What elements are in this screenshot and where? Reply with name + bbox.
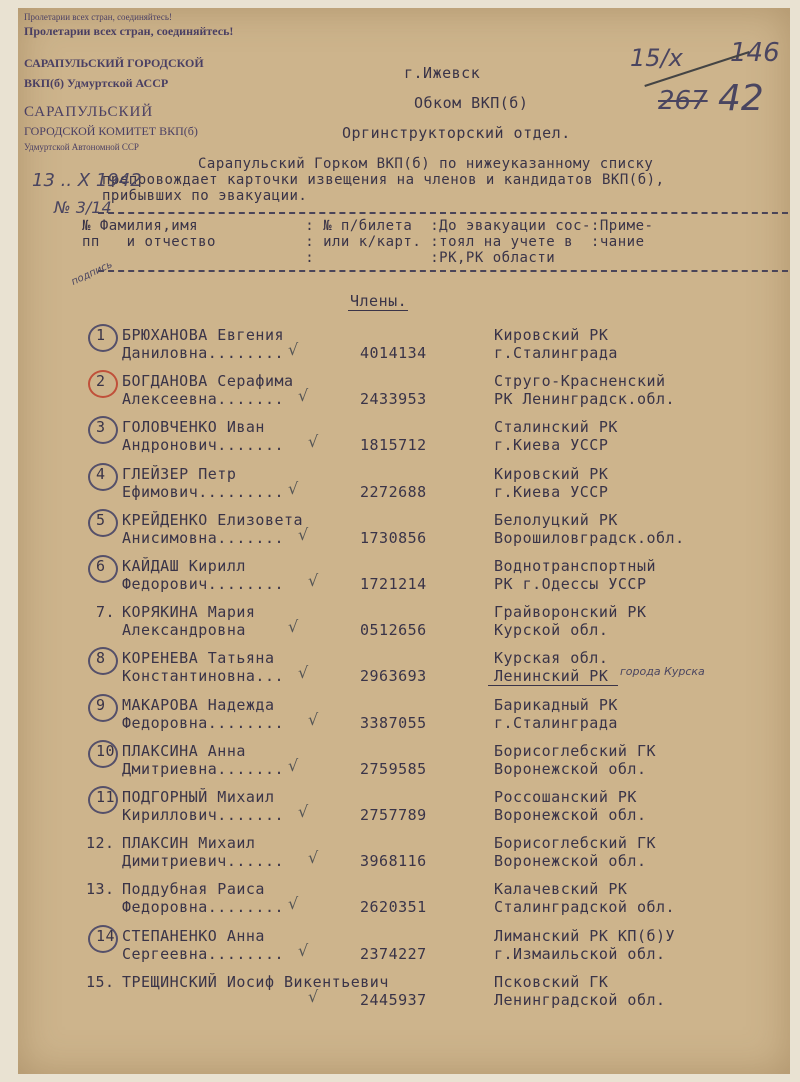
member-number: 3: [96, 418, 106, 436]
check-mark-icon: √: [308, 710, 319, 729]
member-card-number: 2272688: [360, 483, 427, 501]
column-header-line-2: пп и отчество : или к/карт. :тоял на учете в :чание: [82, 234, 645, 250]
member-surname: ПЛАКСИН Михаил: [122, 834, 256, 852]
handwritten-margin-note: подпись: [69, 259, 115, 288]
member-origin-line-2: РК Ленинградск.обл.: [494, 390, 676, 408]
table-top-rule: [98, 212, 788, 214]
member-surname: ПЛАКСИНА Анна: [122, 742, 246, 760]
handwritten-page-number: 146: [730, 38, 780, 68]
member-patronymic: Федорович........: [122, 575, 285, 593]
member-patronymic: Ефимович.........: [122, 483, 285, 501]
check-mark-icon: √: [308, 432, 319, 451]
check-mark-icon: √: [298, 663, 309, 682]
member-origin-line-2: г.Сталинграда: [494, 344, 618, 362]
member-origin-line-2: Ленинский РК: [494, 667, 609, 685]
member-origin-line-1: Грайворонский РК: [494, 603, 647, 621]
member-card-number: 2445937: [360, 991, 427, 1009]
stamp-org-4: ГОРОДСКОЙ КОМИТЕТ ВКП(б): [24, 124, 198, 138]
city: г.Ижевск: [404, 64, 481, 82]
member-patronymic: Алексеевна.......: [122, 390, 285, 408]
member-number: 5: [96, 511, 106, 529]
member-number: 10: [96, 742, 116, 760]
check-mark-icon: √: [288, 479, 299, 498]
member-origin-line-1: Борисоглебский ГК: [494, 742, 657, 760]
check-mark-icon: √: [308, 848, 319, 867]
member-card-number: 0512656: [360, 621, 427, 639]
member-surname: МАКАРОВА Надежда: [122, 696, 275, 714]
member-origin-line-2: г.Сталинграда: [494, 714, 618, 732]
check-mark-icon: √: [288, 340, 299, 359]
member-card-number: 2757789: [360, 806, 427, 824]
member-origin-line-1: Россошанский РК: [494, 788, 637, 806]
member-origin-line-1: Воднотранспортный: [494, 557, 657, 575]
handwritten-struck-number: 267: [658, 86, 708, 116]
member-origin-line-1: Борисоглебский ГК: [494, 834, 657, 852]
intro-line-3: прибывших по эвакуации.: [102, 188, 308, 204]
member-number: 15.: [86, 973, 115, 991]
member-origin-line-2: Ленинградской обл.: [494, 991, 666, 1009]
member-number: 9: [96, 696, 106, 714]
section-title-underline: [348, 310, 408, 311]
member-patronymic: Александровна: [122, 621, 246, 639]
member-card-number: 3387055: [360, 714, 427, 732]
stamp-motto-2: Пролетарии всех стран, соединяйтесь!: [24, 24, 234, 38]
check-mark-icon: √: [308, 571, 319, 590]
intro-line-1: Сарапульский Горком ВКП(б) по нижеуказанному списку: [198, 156, 654, 172]
member-origin-line-1: Кировский РК: [494, 465, 609, 483]
member-origin-line-1: Барикадный РК: [494, 696, 618, 714]
member-number: 4: [96, 465, 106, 483]
handwritten-folio-number: 42: [718, 78, 764, 119]
member-patronymic: Федоровна........: [122, 714, 285, 732]
check-mark-icon: √: [288, 617, 299, 636]
member-origin-line-1: Сталинский РК: [494, 418, 618, 436]
member-origin-line-2: Воронежской обл.: [494, 806, 647, 824]
member-surname: КОРЕНЕВА Татьяна: [122, 649, 275, 667]
handwritten-note-top: 15/х: [630, 44, 683, 72]
department: Оргинструкторский отдел.: [342, 124, 571, 142]
note-underline: [488, 685, 618, 686]
member-origin-line-1: Псковский ГК: [494, 973, 609, 991]
member-origin-line-1: Кировский РК: [494, 326, 609, 344]
intro-line-2: препровождает карточки извещения на членов и кандидатов ВКП(б),: [102, 172, 665, 188]
check-mark-icon: √: [308, 987, 319, 1006]
stamp-org-2: ВКП(б) Удмуртской АССР: [24, 76, 169, 90]
member-origin-line-1: Лиманский РК КП(б)У: [494, 927, 676, 945]
member-card-number: 2759585: [360, 760, 427, 778]
check-mark-icon: √: [298, 386, 309, 405]
member-card-number: 1721214: [360, 575, 427, 593]
member-number: 7.: [96, 603, 116, 621]
member-patronymic: Федоровна........: [122, 898, 285, 916]
member-note: города Курска: [620, 665, 705, 678]
check-mark-icon: √: [298, 802, 309, 821]
check-mark-icon: √: [298, 525, 309, 544]
member-patronymic: Кириллович.......: [122, 806, 285, 824]
member-patronymic: Сергеевна........: [122, 945, 285, 963]
member-surname: ПОДГОРНЫЙ Михаил: [122, 788, 275, 806]
member-patronymic: Константиновна...: [122, 667, 285, 685]
member-origin-line-2: Курской обл.: [494, 621, 609, 639]
member-surname: БРЮХАНОВА Евгения: [122, 326, 285, 344]
handwritten-outgoing-number: № 3/14: [54, 198, 112, 217]
check-mark-icon: √: [298, 941, 309, 960]
member-number: 6: [96, 557, 106, 575]
section-title: Члены.: [350, 292, 408, 310]
member-patronymic: Анисимовна.......: [122, 529, 285, 547]
document-sheet: [18, 8, 790, 1074]
stamp-org-5: Удмуртской Автономной ССР: [24, 142, 139, 152]
member-surname: ТРЕЩИНСКИЙ Иосиф Викентьевич: [122, 973, 389, 991]
member-number: 13.: [86, 880, 115, 898]
member-origin-line-2: Воронежской обл.: [494, 760, 647, 778]
column-header-line-3: : :РК,РК области: [82, 250, 556, 266]
member-patronymic: Димитриевич......: [122, 852, 285, 870]
member-card-number: 2374227: [360, 945, 427, 963]
table-header-rule: [98, 270, 788, 272]
member-card-number: 3968116: [360, 852, 427, 870]
check-mark-icon: √: [288, 894, 299, 913]
stamp-org-1: САРАПУЛЬСКИЙ ГОРОДСКОЙ: [24, 56, 204, 70]
member-origin-line-1: Курская обл.: [494, 649, 609, 667]
member-origin-line-2: г.Измаильской обл.: [494, 945, 666, 963]
member-surname: Поддубная Раиса: [122, 880, 265, 898]
member-number: 8: [96, 649, 106, 667]
member-origin-line-1: Струго-Красненский: [494, 372, 666, 390]
member-origin-line-2: Сталинградской обл.: [494, 898, 676, 916]
member-number: 11: [96, 788, 116, 806]
column-header-line-1: № Фамилия,имя : № п/билета :До эвакуации сос-:Приме-: [82, 218, 654, 234]
member-patronymic: Даниловна........: [122, 344, 285, 362]
stamp-org-3: САРАПУЛЬСКИЙ: [24, 104, 154, 120]
member-number: 14: [96, 927, 116, 945]
member-surname: КРЕЙДЕНКО Елизовета: [122, 511, 304, 529]
member-card-number: 2963693: [360, 667, 427, 685]
stamp-motto: Пролетарии всех стран, соединяйтесь!: [24, 12, 172, 22]
member-number: 1: [96, 326, 106, 344]
member-patronymic: Дмитриевна.......: [122, 760, 285, 778]
obkom: Обком ВКП(б): [414, 94, 529, 112]
member-origin-line-2: Воронежской обл.: [494, 852, 647, 870]
handwritten-date: 13 .. Х 1942: [32, 170, 142, 191]
member-origin-line-2: г.Киева УССР: [494, 436, 609, 454]
member-surname: ГЛЕЙЗЕР Петр: [122, 465, 237, 483]
member-origin-line-1: Калачевский РК: [494, 880, 628, 898]
member-card-number: 2433953: [360, 390, 427, 408]
member-card-number: 1730856: [360, 529, 427, 547]
member-surname: КАЙДАШ Кирилл: [122, 557, 246, 575]
member-number: 2: [96, 372, 106, 390]
member-patronymic: Андронович.......: [122, 436, 285, 454]
member-surname: СТЕПАНЕНКО Анна: [122, 927, 265, 945]
member-card-number: 1815712: [360, 436, 427, 454]
member-origin-line-2: г.Киева УССР: [494, 483, 609, 501]
member-number: 12.: [86, 834, 115, 852]
member-surname: БОГДАНОВА Серафима: [122, 372, 294, 390]
member-card-number: 2620351: [360, 898, 427, 916]
member-card-number: 4014134: [360, 344, 427, 362]
member-origin-line-2: Ворошиловградск.обл.: [494, 529, 685, 547]
member-surname: КОРЯКИНА Мария: [122, 603, 256, 621]
member-origin-line-2: РК г.Одессы УССР: [494, 575, 647, 593]
member-surname: ГОЛОВЧЕНКО Иван: [122, 418, 265, 436]
check-mark-icon: √: [288, 756, 299, 775]
member-origin-line-1: Белолуцкий РК: [494, 511, 618, 529]
